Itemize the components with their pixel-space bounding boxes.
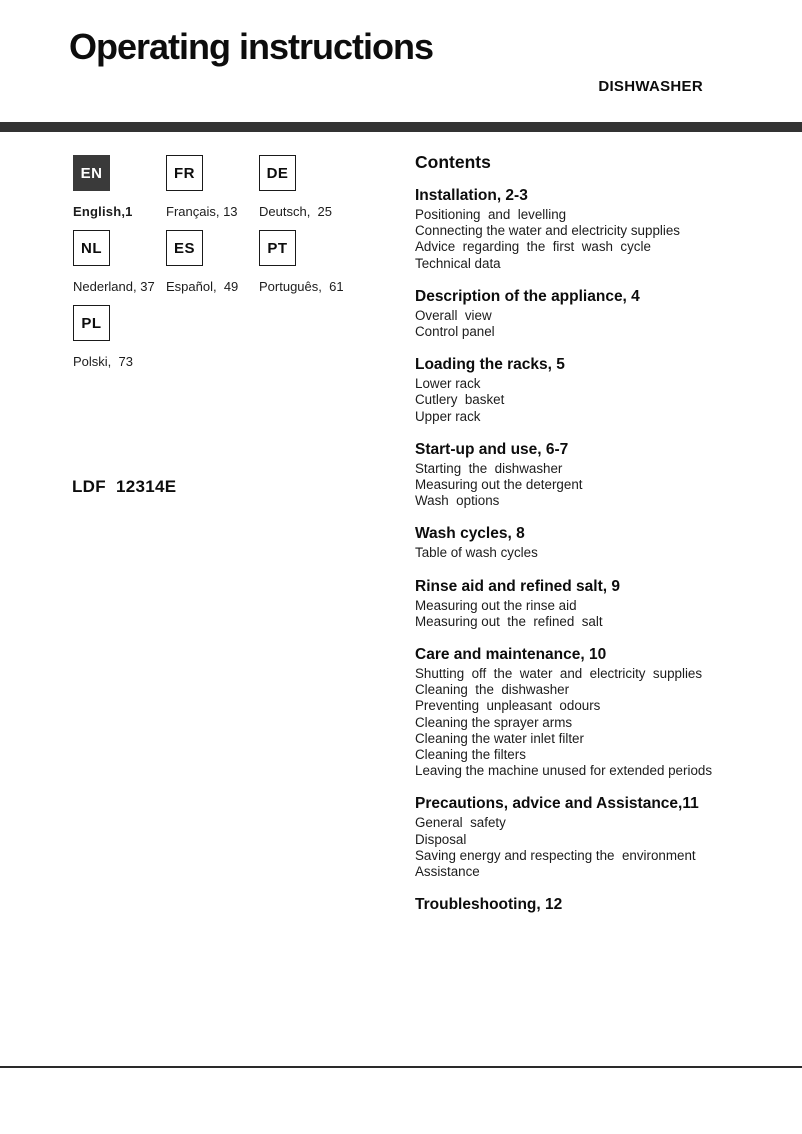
toc-section	[415, 795, 789, 880]
language-label: Deutsch, 25	[259, 204, 332, 219]
toc-section	[415, 525, 789, 561]
toc-item: Cleaning the sprayer arms	[415, 714, 573, 730]
toc-item: Starting the dishwasher	[415, 460, 563, 476]
toc-item: Cleaning the dishwasher	[415, 682, 570, 698]
toc-section-title: Care and maintenance, 10	[415, 646, 607, 664]
toc-item-list	[415, 461, 789, 510]
language-code-box: EN	[73, 155, 110, 191]
toc-item: Positioning and levelling	[415, 207, 567, 222]
language-item	[166, 155, 259, 230]
language-item	[259, 155, 352, 230]
contents-sections	[415, 187, 789, 914]
language-label: Português, 61	[259, 279, 344, 294]
toc-item: Disposal	[415, 831, 467, 847]
contents-heading: Contents	[415, 152, 491, 172]
language-code-box: ES	[166, 230, 203, 266]
toc-item-list	[415, 815, 789, 880]
language-code-box: PT	[259, 230, 296, 266]
bottom-divider-line	[0, 1066, 802, 1068]
toc-section-title: Loading the racks, 5	[415, 356, 565, 374]
language-item	[259, 230, 352, 305]
toc-item: Control panel	[415, 324, 495, 340]
language-item	[73, 305, 166, 380]
toc-item: Connecting the water and electricity supplies	[415, 223, 680, 239]
toc-section	[415, 578, 789, 630]
language-grid	[73, 155, 352, 380]
toc-section	[415, 441, 789, 510]
toc-section	[415, 356, 789, 425]
model-number: LDF 12314E	[72, 477, 177, 496]
toc-section-title: Installation, 2-3	[415, 187, 528, 204]
toc-item: Lower rack	[415, 376, 481, 392]
toc-item: Table of wash cycles	[415, 545, 538, 561]
toc-item: Cutlery basket	[415, 392, 505, 408]
toc-item: Assistance	[415, 864, 480, 880]
language-item	[166, 230, 259, 305]
toc-item: Advice regarding the first wash cycle	[415, 239, 651, 255]
toc-item: Measuring out the refined salt	[415, 613, 603, 629]
toc-section-title: Wash cycles, 8	[415, 525, 525, 543]
toc-item-list	[415, 545, 789, 561]
language-item	[73, 230, 166, 305]
toc-item: Preventing unpleasant odours	[415, 698, 601, 714]
toc-section	[415, 646, 789, 779]
language-label: Nederland, 37	[73, 279, 155, 294]
appliance-type-label: DISHWASHER	[598, 78, 703, 95]
toc-item: Overall view	[415, 307, 492, 323]
toc-item-list	[415, 666, 789, 779]
language-label: Español, 49	[166, 279, 239, 294]
toc-section	[415, 896, 789, 914]
language-item	[73, 155, 166, 230]
toc-item: Technical data	[415, 255, 501, 271]
page-title: Operating instructions	[69, 26, 434, 67]
language-label: Polski, 73	[73, 354, 133, 369]
toc-item: Measuring out the detergent	[415, 477, 583, 493]
toc-section-title: Precautions, advice and Assistance,11	[415, 795, 699, 813]
toc-item: Leaving the machine unused for extended periods	[415, 763, 713, 779]
language-code-box: DE	[259, 155, 296, 191]
toc-item: Saving energy and respecting the environment	[415, 847, 696, 863]
toc-section-title: Start-up and use, 6-7	[415, 440, 569, 458]
toc-item: Measuring out the rinse aid	[415, 597, 577, 613]
language-code-box: PL	[73, 305, 110, 341]
toc-item: Upper rack	[415, 408, 481, 424]
toc-item: Cleaning the filters	[415, 747, 526, 763]
toc-section-title: Rinse aid and refined salt, 9	[415, 577, 621, 595]
top-divider-bar	[0, 122, 802, 132]
toc-section-title: Troubleshooting, 12	[415, 896, 563, 914]
toc-item-list	[415, 207, 789, 272]
toc-item: Wash options	[415, 493, 500, 509]
toc-item-list	[415, 376, 789, 425]
toc-item-list	[415, 598, 789, 630]
toc-item: Cleaning the water inlet filter	[415, 730, 584, 746]
toc-item: Shutting off the water and electricity supplies	[415, 666, 703, 682]
toc-section	[415, 288, 789, 340]
toc-item-list	[415, 308, 789, 340]
contents-panel	[415, 152, 789, 930]
language-label: Français, 13	[166, 204, 238, 219]
toc-item: General safety	[415, 815, 506, 831]
toc-section-title: Description of the appliance, 4	[415, 287, 640, 305]
toc-section	[415, 187, 789, 272]
language-code-box: NL	[73, 230, 110, 266]
language-label: English,1	[73, 204, 133, 219]
language-code-box: FR	[166, 155, 203, 191]
